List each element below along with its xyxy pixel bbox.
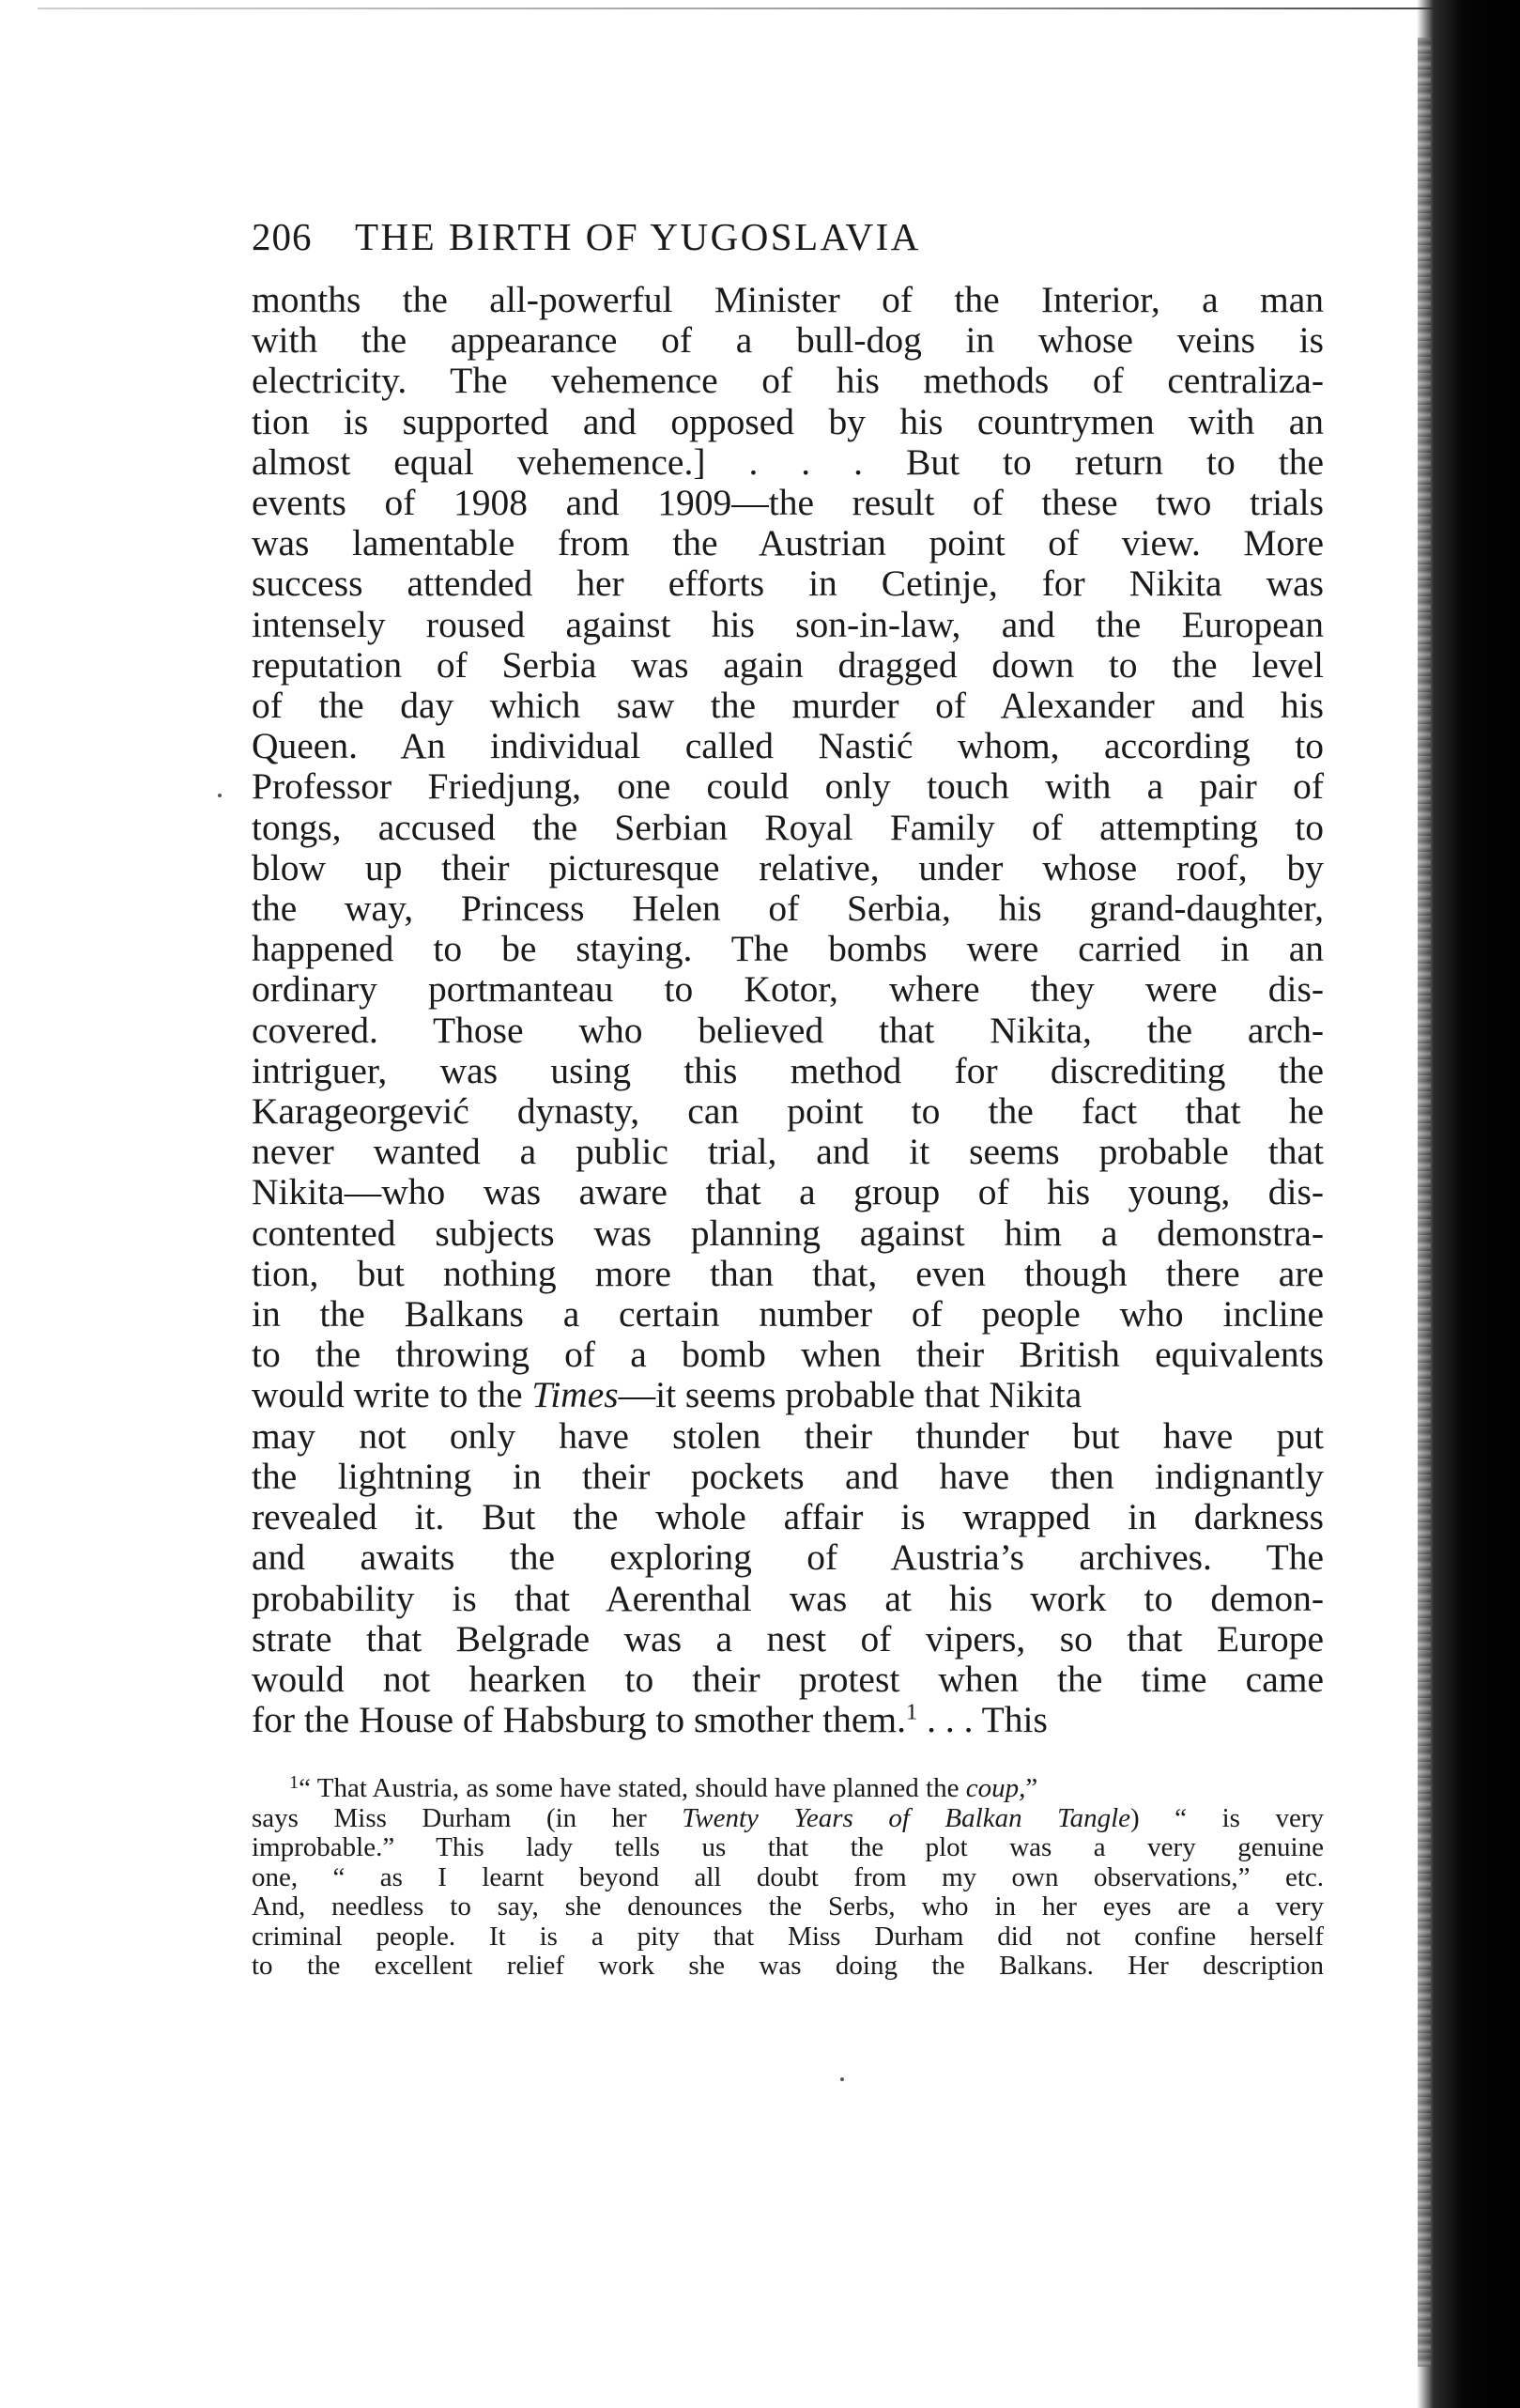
text-line: tion is supported and opposed by his countrymen with an xyxy=(252,401,1324,442)
text-line: to the throwing of a bomb when their British equivalents xyxy=(252,1335,1324,1376)
footnote xyxy=(252,1768,1324,1982)
text-line: revealed it. But the whole affair is wrapped in darkness xyxy=(252,1497,1324,1538)
text-line: contented subjects was planning against him a demonstra- xyxy=(252,1212,1324,1254)
footnote-reference[interactable]: 1 xyxy=(905,1700,918,1725)
italic-title: Times xyxy=(531,1375,619,1416)
text-line: and awaits the exploring of Austria’s archives. The xyxy=(252,1537,1324,1579)
footnote-line: And, needless to say, she denounces the Serbs, who in her eyes are a very xyxy=(252,1892,1324,1922)
text-line: probability is that Aerenthal was at his work to demon- xyxy=(252,1578,1324,1619)
text-line: the way, Princess Helen of Serbia, his grand-daughter, xyxy=(252,888,1324,930)
text-line: intriguer, was using this method for discrediting the xyxy=(252,1050,1324,1091)
text-line: with the appearance of a bull-dog in whose veins is xyxy=(252,320,1324,362)
text-line: intensely roused against his son-in-law, and the European xyxy=(252,604,1324,645)
top-edge-rule xyxy=(38,8,1464,9)
text-line: of the day which saw the murder of Alexander and his xyxy=(252,686,1324,727)
footnote-segment: ” xyxy=(1025,1773,1038,1804)
footnote-italic: Twenty Years of Balkan Tangle xyxy=(682,1803,1130,1833)
footnote-line xyxy=(252,1768,1324,1804)
footnote-italic: coup, xyxy=(965,1773,1026,1804)
text-segment: would write to the xyxy=(252,1375,523,1416)
footnote-line: one, “ as I learnt beyond all doubt from my own observations,” etc. xyxy=(252,1862,1324,1892)
footnote-segment: says Miss Durham (in her xyxy=(252,1803,683,1833)
text-line: Karageorgević dynasty, can point to the fact that he xyxy=(252,1091,1324,1133)
text-line: events of 1908 and 1909—the result of these two trials xyxy=(252,483,1324,524)
text-line: would not hearken to their protest when the time came xyxy=(252,1659,1324,1700)
text-line: in the Balkans a certain number of people who incline xyxy=(252,1294,1324,1335)
text-line: happened to be staying. The bombs were carried in an xyxy=(252,929,1324,970)
text-line: was lamentable from the Austrian point of view. More xyxy=(252,523,1324,564)
text-line: success attended her efforts in Cetinje, for Nikita was xyxy=(252,563,1324,605)
text-line xyxy=(252,1700,1324,1740)
footnote-line: criminal people. It is a pity that Miss Durham did not confine herself xyxy=(252,1922,1324,1952)
text-line: Professor Friedjung, one could only touch with a pair of xyxy=(252,766,1324,808)
speck-mark xyxy=(840,2077,844,2081)
footnote-line: improbable.” This lady tells us that the plot was a very genuine xyxy=(252,1833,1324,1863)
book-gutter-edge xyxy=(1418,38,1431,2367)
speck-mark xyxy=(218,794,222,797)
text-line: electricity. The vehemence of his methods of centraliza- xyxy=(252,361,1324,402)
text-segment: —it seems probable that Nikita xyxy=(618,1375,1082,1416)
text-line: blow up their picturesque relative, under whose roof, by xyxy=(252,847,1324,888)
text-line: reputation of Serbia was again dragged down to the level xyxy=(252,644,1324,686)
footnote-segment: ) “ is very xyxy=(1130,1803,1324,1833)
text-segment: for the House of Habsburg to smother them. xyxy=(252,1700,906,1741)
text-line: ordinary portmanteau to Kotor, where they were dis- xyxy=(252,969,1324,1011)
text-line: tion, but nothing more than that, even though there are xyxy=(252,1253,1324,1294)
text-line: Queen. An individual called Nastić whom, according to xyxy=(252,726,1324,767)
footnote-segment: “ That Austria, as some have stated, should have planned the xyxy=(299,1773,966,1804)
text-line: covered. Those who believed that Nikita, the arch- xyxy=(252,1010,1324,1051)
book-gutter-shadow xyxy=(1417,0,1520,2408)
text-line: almost equal vehemence.] . . . But to return to the xyxy=(252,441,1324,483)
running-head xyxy=(252,214,1324,259)
footnote-marker: 1 xyxy=(289,1772,299,1794)
text-line: tongs, accused the Serbian Royal Family of attempting to xyxy=(252,807,1324,848)
text-line xyxy=(252,1375,1324,1415)
text-segment: . . . This xyxy=(917,1700,1048,1741)
text-line: may not only have stolen their thunder but have put xyxy=(252,1415,1324,1457)
text-line: Nikita—who was aware that a group of his young, dis- xyxy=(252,1172,1324,1213)
footnote-line: to the excellent relief work she was doing the Balkans. Her description xyxy=(252,1952,1324,1982)
running-title: THE BIRTH OF YUGOSLAVIA xyxy=(355,215,921,258)
body-text xyxy=(252,280,1324,1740)
text-line: months the all-powerful Minister of the Interior, a man xyxy=(252,280,1324,320)
text-line: never wanted a public trial, and it seems probable that xyxy=(252,1132,1324,1173)
page-number: 206 xyxy=(252,215,313,258)
book-page xyxy=(252,214,1324,1982)
text-line: strate that Belgrade was a nest of vipers, so that Europe xyxy=(252,1618,1324,1659)
footnote-line xyxy=(252,1804,1324,1834)
text-line: the lightning in their pockets and have then indignantly xyxy=(252,1456,1324,1497)
